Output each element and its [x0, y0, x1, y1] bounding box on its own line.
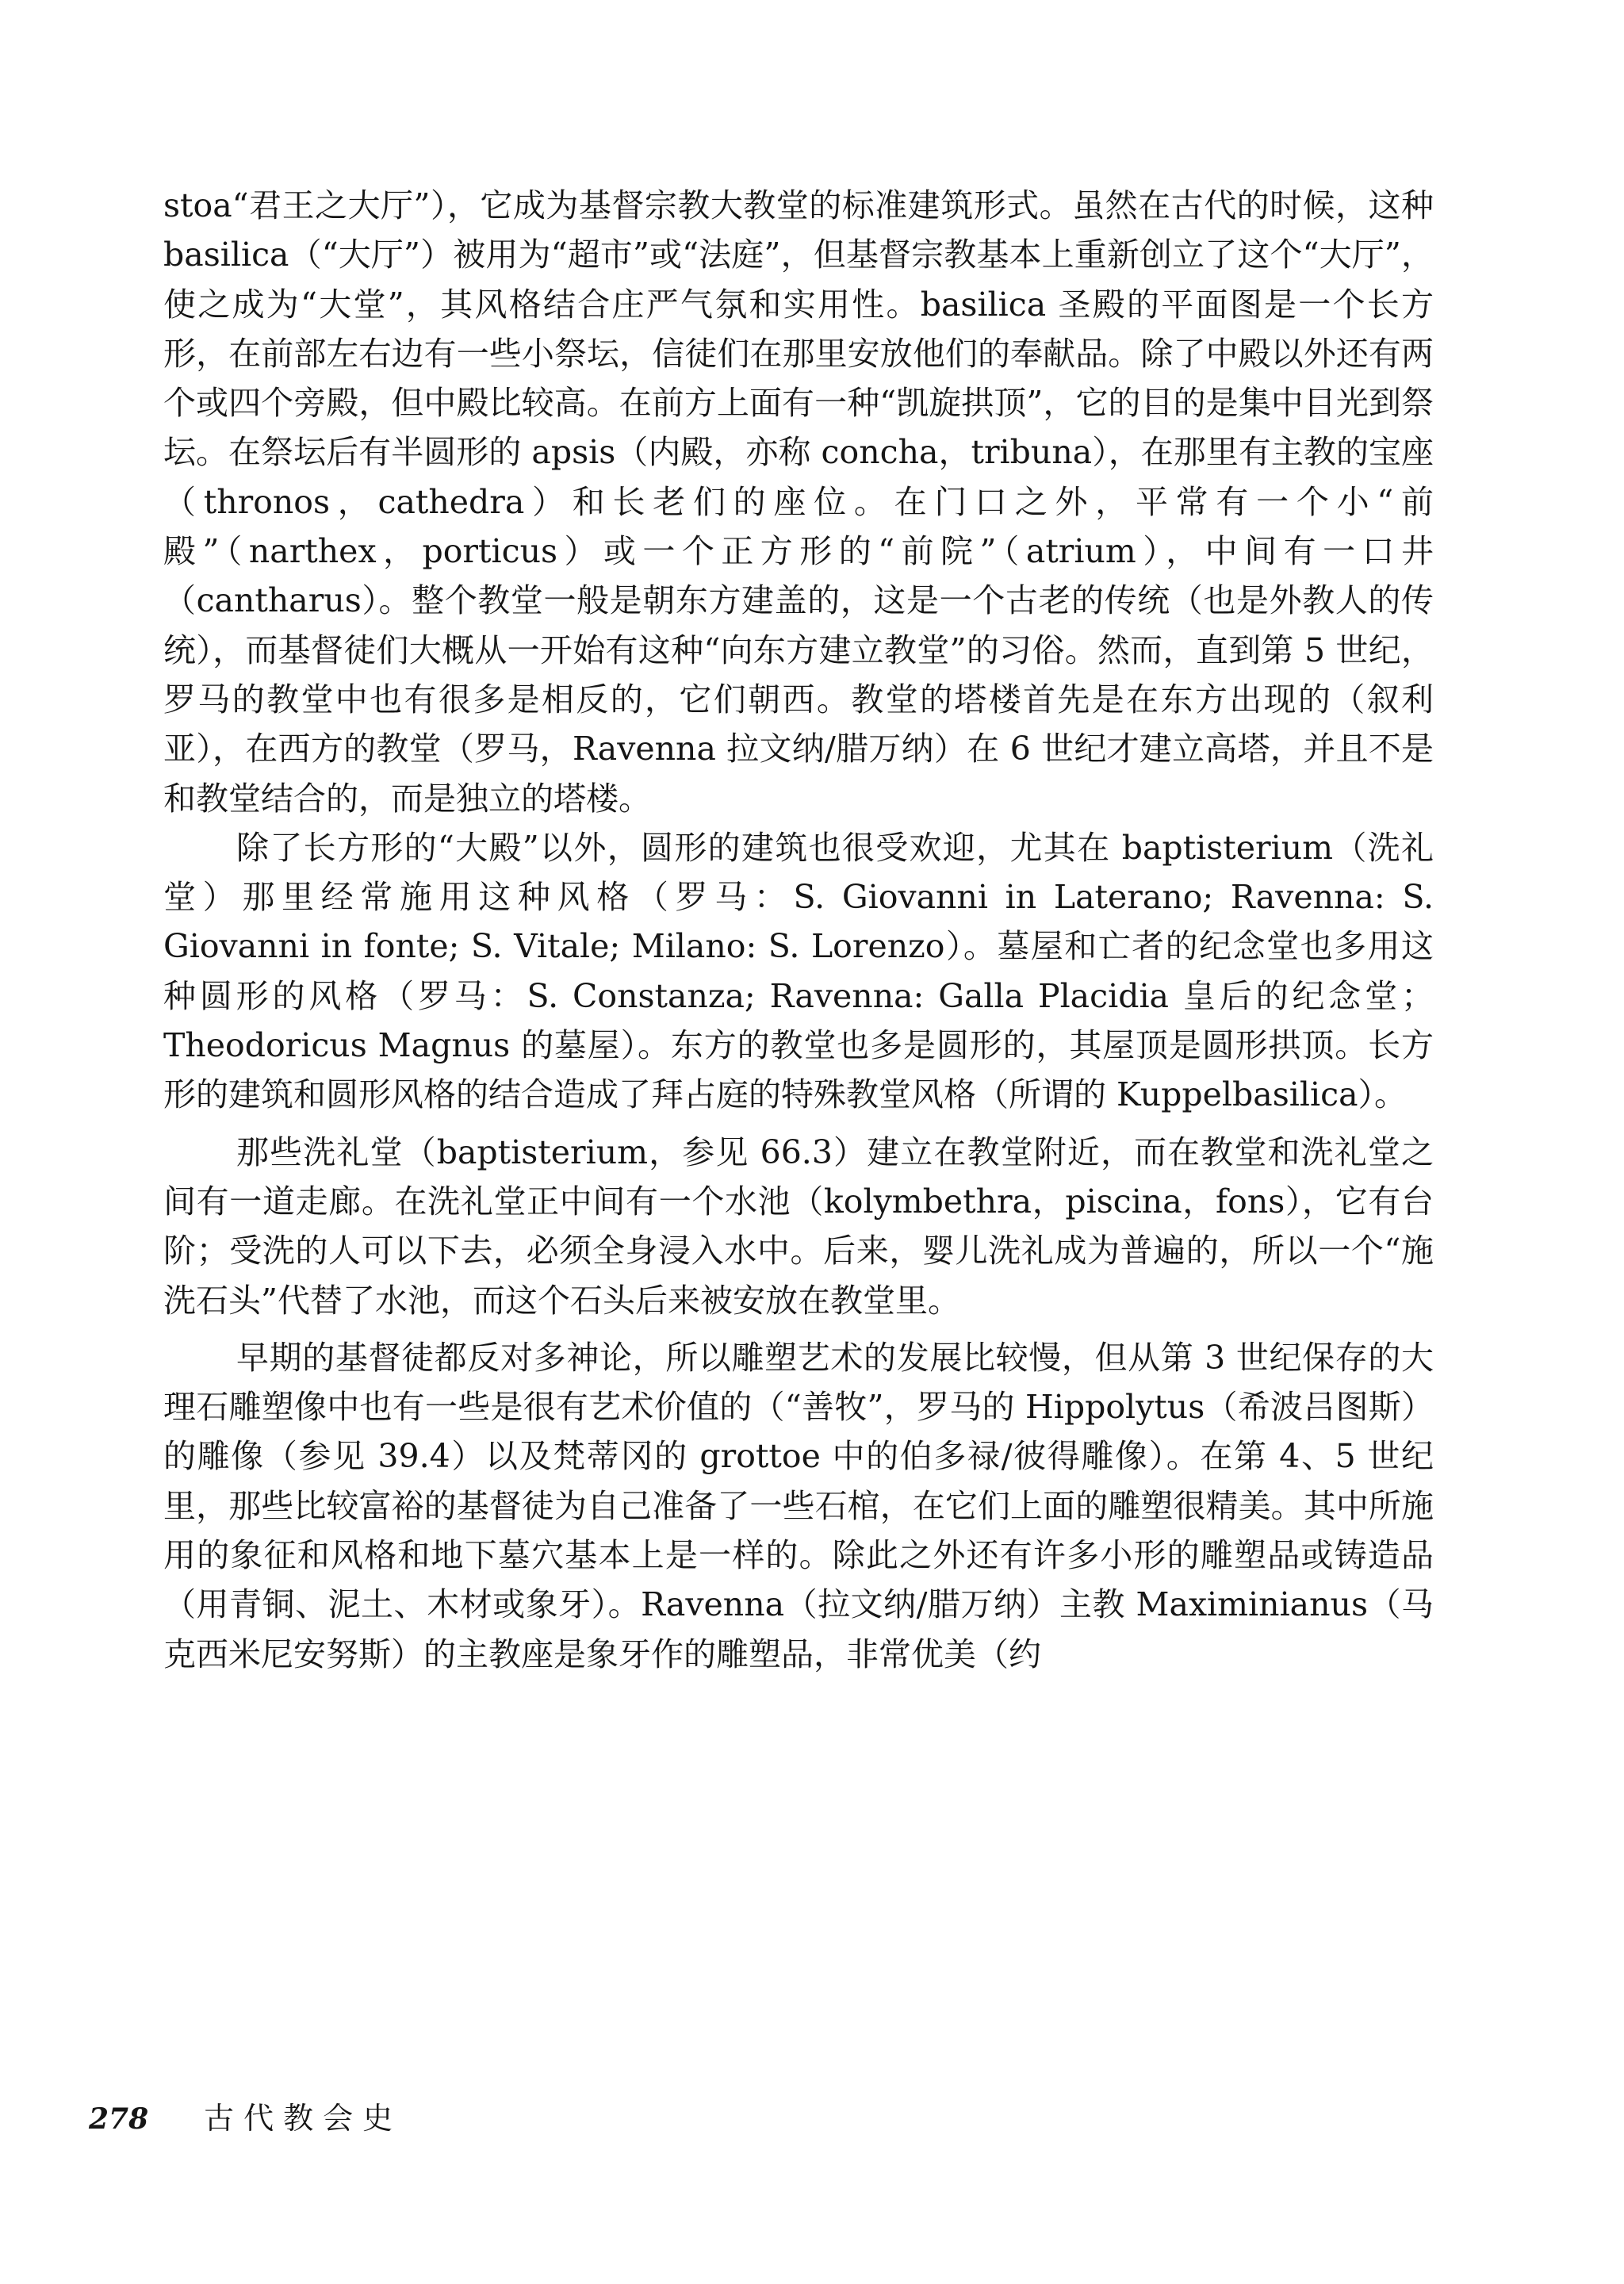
body-text	[163, 181, 1434, 1679]
paragraph-sculpture: 早期的基督徒都反对多神论，所以雕塑艺术的发展比较慢，但从第 3 世纪保存的大理石雕塑像中也有一些是很有艺术价值的（“善牧”，罗马的 Hippolytus（希波吕图斯）的雕像（参见 39.4）以及梵蒂冈的 grottoe 中的伯多禄/彼得雕像）。在第 4、5 世纪里，那些比较富裕的基督徒为自己准备了一些石棺，在它们上面的雕塑很精美。其中所施用的象征和风格和地下墓穴基本上是一样的。除此之外还有许多小形的雕塑品或铸造品（用青铜、泥土、木材或象牙）。Ravenna（拉文纳/腊万纳）主教 Maximinianus（马克西米尼安努斯）的主教座是象牙作的雕塑品，非常优美（约	[163, 1338, 1434, 1673]
page-number: 278	[89, 2102, 149, 2136]
page-footer	[89, 2094, 402, 2141]
paragraph-continued: stoa“君王之大厅”），它成为基督宗教大教堂的标准建筑形式。虽然在古代的时候，这种 basilica（“大厅”）被用为“超市”或“法庭”，但基督宗教基本上重新创立了这个“大厅”，使之成为“大堂”，其风格结合庄严气氛和实用性。basilica 圣殿的平面图是一个长方形，在前部左右边有一些小祭坛，信徒们在那里安放他们的奉献品。除了中殿以外还有两个或四个旁殿，但中殿比较高。在前方上面有一种“凯旋拱顶”，它的目的是集中目光到祭坛。在祭坛后有半圆形的 apsis（内殿，亦称 concha，tribuna），在那里有主教的宝座（thronos，cathedra）和长老们的座位。在门口之外，平常有一个小“前殿”（narthex，porticus）或一个正方形的“前院”（atrium），中间有一口井（cantharus）。整个教堂一般是朝东方建盖的，这是一个古老的传统（也是外教人的传统），而基督徒们大概从一开始有这种“向东方建立教堂”的习俗。然而，直到第 5 世纪，罗马的教堂中也有很多是相反的，它们朝西。教堂的塔楼首先是在东方出现的（叙利亚），在西方的教堂（罗马，Ravenna 拉文纳/腊万纳）在 6 世纪才建立高塔，并且不是和教堂结合的，而是独立的塔楼。	[163, 186, 1434, 818]
running-title: 古代教会史	[204, 2101, 403, 2136]
paragraph-baptisterium: 那些洗礼堂（baptisterium，参见 66.3）建立在教堂附近，而在教堂和洗礼堂之间有一道走廊。在洗礼堂正中间有一个水池（kolymbethra，piscina，fons），它有台阶；受洗的人可以下去，必须全身浸入水中。后来，婴儿洗礼成为普遍的，所以一个“施洗石头”代替了水池，而这个石头后来被安放在教堂里。	[163, 1132, 1434, 1320]
paragraph-round-buildings: 除了长方形的“大殿”以外，圆形的建筑也很受欢迎，尤其在 baptisterium（洗礼堂）那里经常施用这种风格（罗马：S. Giovanni in Laterano; Ravenna: S. Giovanni in fonte; S. Vitale; Milano: S. Lorenzo）。墓屋和亡者的纪念堂也多用这种圆形的风格（罗马：S. Constanza; Ravenna: Galla Placidia 皇后的纪念堂；Theodoricus Magnus 的墓屋）。东方的教堂也多是圆形的，其屋顶是圆形拱顶。长方形的建筑和圆形风格的结合造成了拜占庭的特殊教堂风格（所谓的 Kuppelbasilica）。	[163, 828, 1434, 1114]
